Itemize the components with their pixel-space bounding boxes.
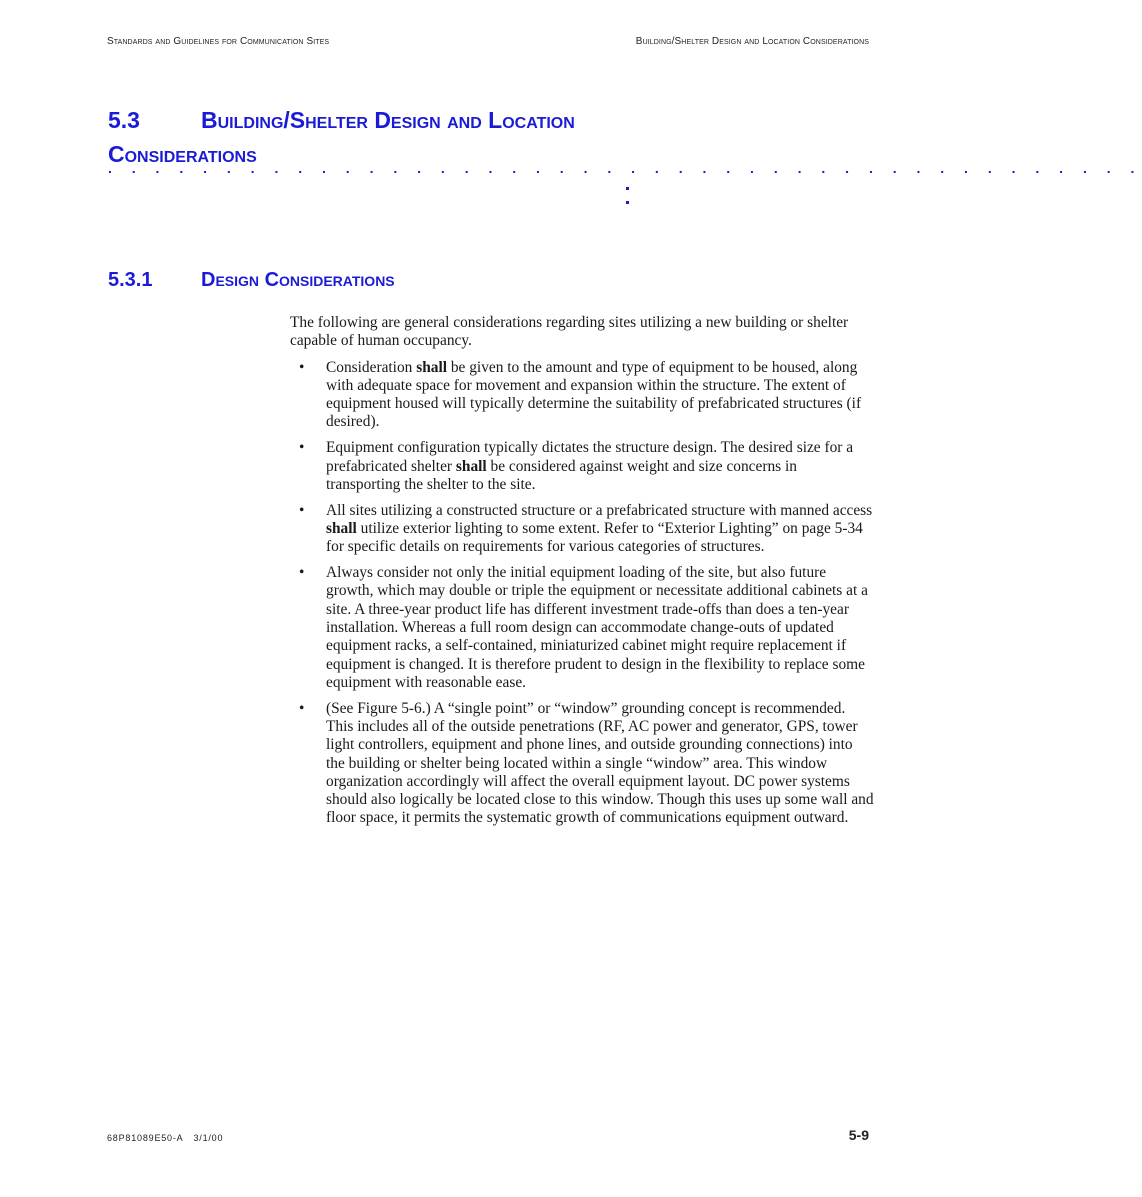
bullet-icon: • <box>299 501 305 519</box>
list-item <box>290 502 875 557</box>
list-item-text: be given to the amount and type of equipment to be housed, along with adequate space for movement and expansion within the structure. The extent of equipment housed will typically determine the suitability of prefabricated structures (if desired). <box>326 358 862 431</box>
list-item-text: Always consider not only the initial equipment loading of the site, but also future growth, which may double or triple the equipment or necessitate additional cabinets at a site. A three-year product life has different investment trade-offs than does a ten-year installation. Whereas a full room design can accommodate change-outs of updated equipment racks, a self-contained, miniaturized cabinet might require replacement if equipment is changed. It is therefore prudent to design in the flexibility to replace some equipment with reasonable ease. <box>326 564 868 691</box>
section-heading-line1 <box>108 103 748 137</box>
running-header-right: Building/Shelter Design and Location Considerations <box>635 36 869 47</box>
list-item-text: (See Figure 5-6.) A “single point” or “window” grounding concept is recommended. This includes all of the outside penetrations (RF, AC power and generator, GPS, tower light controllers, equipment and phone lines, and outside grounding connections) into the building or shelter being located within a single “window” area. This window organization accordingly will affect the overall equipment layout. DC power systems should also logically be located close to this window. Though this uses up some wall and floor space, it permits the systematic growth of communications equipment outward. <box>326 699 874 827</box>
list-item-text: All sites utilizing a constructed structure or a prefabricated structure with manned access <box>326 501 873 519</box>
bullet-icon: • <box>299 358 305 376</box>
list-item <box>290 359 875 432</box>
subsection-number: 5.3.1 <box>108 269 153 291</box>
page-number: 5-9 <box>848 1127 869 1143</box>
list-item-text: be considered against weight and size concerns in transporting the shelter to the site. <box>326 457 797 493</box>
list-item-bold: shall <box>326 519 357 537</box>
dotted-rule-vertical <box>624 176 632 210</box>
list-item <box>290 564 875 692</box>
list-item-bold: shall <box>455 457 487 475</box>
list-item-bold: shall <box>416 358 447 376</box>
subsection-title: Design Considerations <box>201 269 395 291</box>
bullet-icon: • <box>299 564 305 582</box>
bullet-icon: • <box>299 699 305 717</box>
dotted-rule: . . . . . . . . . . . . . . . . . . . . . . . . . . . . . . . . . . . . . . . . . . . . <box>108 160 1142 176</box>
bullet-icon: • <box>299 439 305 457</box>
list-item-text: Consideration <box>326 358 417 376</box>
body-text <box>290 314 875 835</box>
list-item-text: utilize exterior lighting to some extent. Refer to “Exterior Lighting” on page 5-34 for specific details on requirements for various categories of structures. <box>326 519 863 556</box>
running-header-left: Standards and Guidelines for Communication Sites <box>107 36 330 47</box>
footer-doc-info <box>107 1133 223 1143</box>
list-item <box>290 700 875 828</box>
section-title-line1: Building/Shelter Design and Location <box>201 107 575 133</box>
list-item <box>290 439 875 494</box>
intro-paragraph: The following are general considerations regarding sites utilizing a new building or shelter capable of human occupancy. <box>290 314 849 350</box>
subsection-heading <box>108 266 395 294</box>
section-title-line2: Considerations <box>108 141 257 167</box>
section-number: 5.3 <box>108 107 140 133</box>
document-date: 3/1/00 <box>193 1133 224 1143</box>
consideration-list <box>290 359 875 828</box>
list-item-text: Equipment configuration typically dictates the structure design. The desired size for a prefabricated shelter <box>326 439 854 475</box>
document-id: 68P81089E50-A <box>107 1133 184 1143</box>
